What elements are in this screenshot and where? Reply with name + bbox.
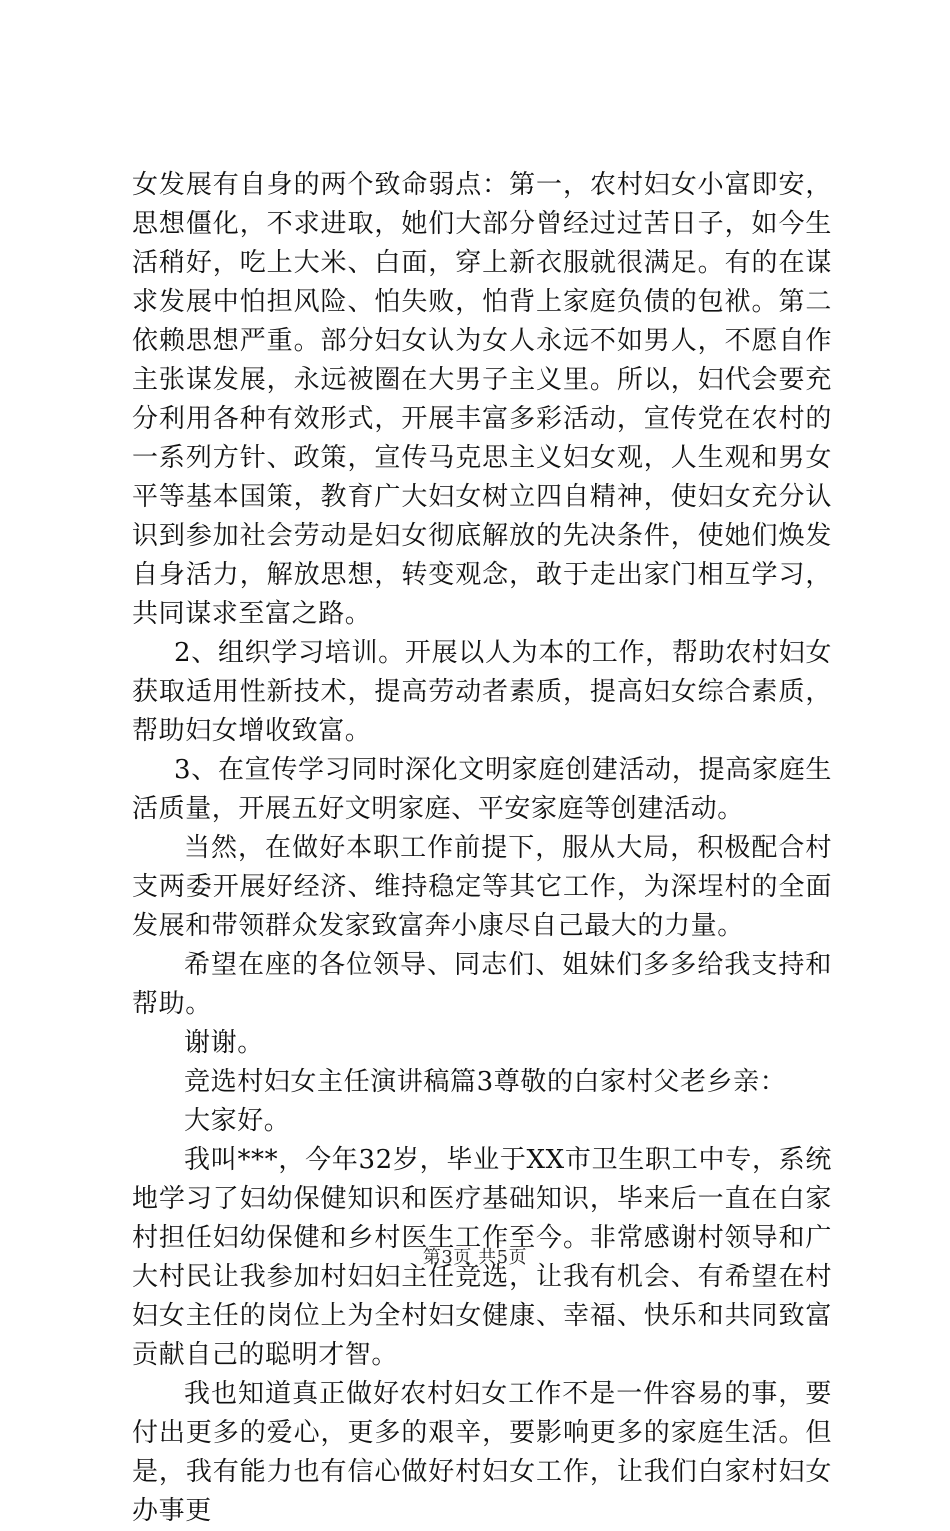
- paragraph-continuation: 女发展有自身的两个致命弱点：第一，农村妇女小富即安，思想僵化，不求进取，她们大部分曾经过过苦日子，如今生活稍好，吃上大米、白面，穿上新衣服就很满足。有的在谋求发展中怕担风险、怕失败，怕背上家庭负债的包袱。第二依赖思想严重。部分妇女认为女人永远不如男人，不愿自作主张谋发展，永远被圈在大男子主义里。所以，妇代会要充分利用各种有效形式，开展丰富多彩活动，宣传党在农村的一系列方针、政策，宣传马克思主义妇女观，人生观和男女平等基本国策，教育广大妇女树立四自精神，使妇女充分认识到参加社会劳动是妇女彻底解放的先决条件，使她们焕发自身活力，解放思想，转变观念，敢于走出家门相互学习，共同谋求至富之路。: [132, 170, 832, 629]
- paragraph-commitment: 当然，在做好本职工作前提下，服从大局，积极配合村支两委开展好经济、维持稳定等其它工作，为深埕村的全面发展和带领群众发家致富奔小康尽自己最大的力量。: [132, 833, 832, 941]
- document-body: [132, 166, 832, 1531]
- paragraph-hope: 希望在座的各位领导、同志们、姐妹们多多给我支持和帮助。: [132, 950, 832, 1019]
- paragraph-speech-heading: 竞选村妇女主任演讲稿篇3尊敬的白家村父老乡亲：: [184, 1067, 787, 1097]
- paragraph-greeting: 大家好。: [184, 1106, 291, 1136]
- paragraph-thanks: 谢谢。: [184, 1028, 264, 1058]
- page-footer: 第3页 共5页: [422, 1247, 528, 1268]
- paragraph-resolve: 我也知道真正做好农村妇女工作不是一件容易的事，要付出更多的爱心，更多的艰辛，要影响更多的家庭生活。但是，我有能力也有信心做好村妇女工作，让我们白家村妇女办事更: [132, 1379, 832, 1526]
- paragraph-self-intro: 我叫***，今年32岁，毕业于XX市卫生职工中专，系统地学习了妇幼保健知识和医疗基础知识，毕来后一直在白家村担任妇幼保健和乡村医生工作至今。非常感谢村领导和广大村民让我参加村妇妇主任竞选，让我有机会、有希望在村妇女主任的岗位上为全村妇女健康、幸福、快乐和共同致富贡献自己的聪明才智。: [132, 1145, 832, 1370]
- paragraph-item-2: 2、组织学习培训。开展以人为本的工作，帮助农村妇女获取适用性新技术，提高劳动者素质，提高妇女综合素质，帮助妇女增收致富。: [132, 638, 832, 746]
- paragraph-item-3: 3、在宣传学习同时深化文明家庭创建活动，提高家庭生活质量，开展五好文明家庭、平安家庭等创建活动。: [132, 755, 832, 824]
